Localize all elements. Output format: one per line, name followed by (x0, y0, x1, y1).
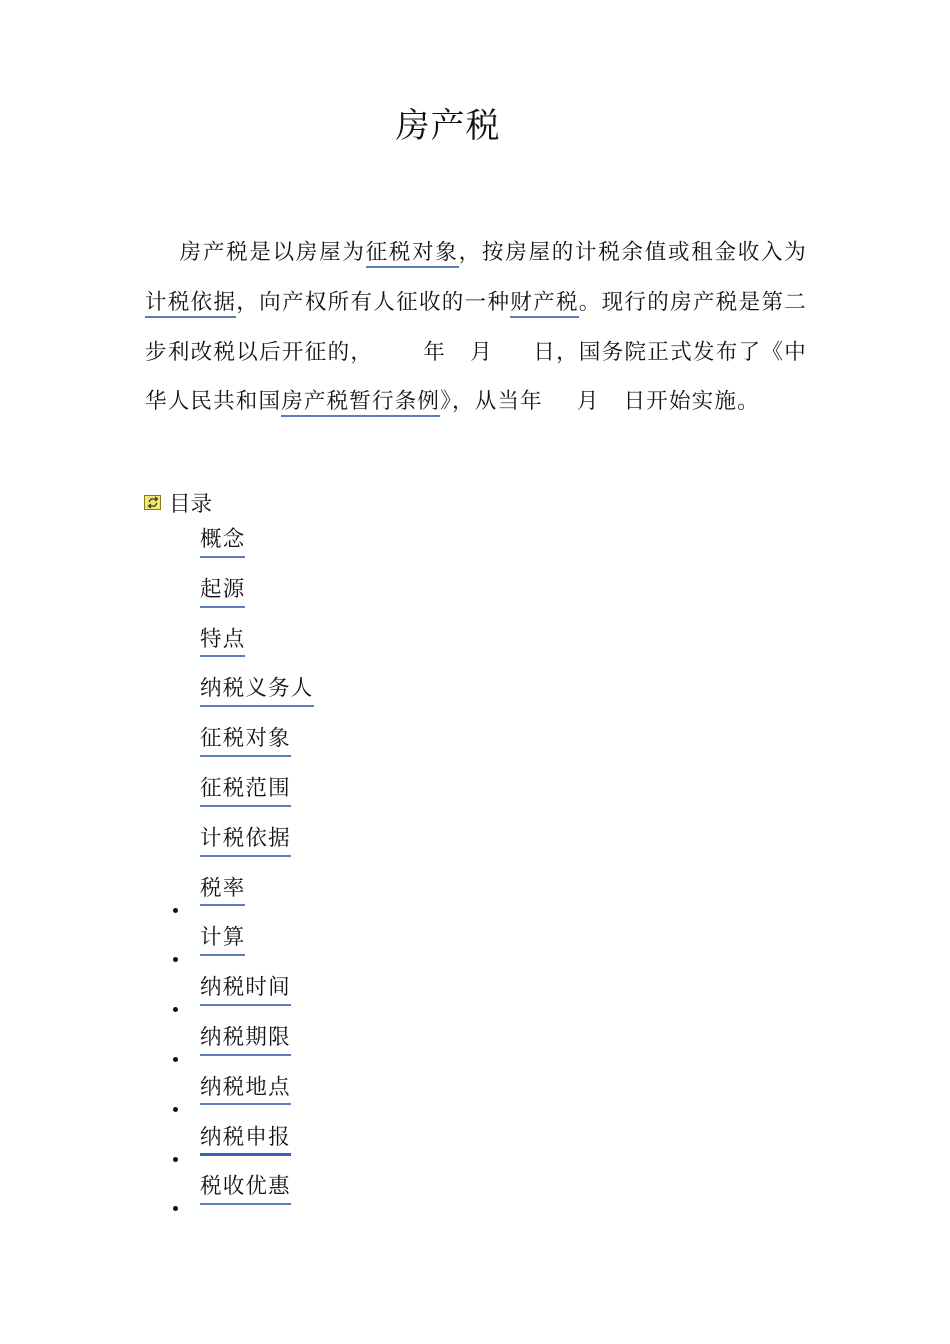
intro-text: 》，从当年 (440, 389, 543, 415)
toc-item (200, 578, 314, 628)
intro-text: 年 (423, 339, 447, 365)
toc-link-tax-incentives[interactable]: 税收优惠 (200, 1175, 291, 1205)
bullet-dot (173, 1057, 178, 1062)
toc-link-concept[interactable]: 概念 (200, 528, 245, 558)
toc-item (200, 877, 314, 927)
link-property-tax[interactable]: 财产税 (510, 290, 579, 318)
toc-title: 目录 (169, 491, 213, 517)
intro-text: 月 (470, 339, 494, 365)
toc-item (200, 677, 314, 727)
toc-link-tax-scope[interactable]: 征税范围 (200, 777, 291, 807)
toc-link-tax-time[interactable]: 纳税时间 (200, 976, 291, 1006)
toc-item (200, 1026, 314, 1076)
bullet-dot (173, 1007, 178, 1012)
toc-toggle-icon[interactable] (144, 495, 161, 510)
toc-link-calculation[interactable]: 计算 (200, 926, 245, 956)
toc-item (200, 628, 314, 678)
toc-link-tax-place[interactable]: 纳税地点 (200, 1076, 291, 1106)
toc-item (200, 1175, 314, 1225)
toc-link-features[interactable]: 特点 (200, 628, 245, 658)
toc-link-tax-rate[interactable]: 税率 (200, 877, 245, 907)
toc-list (200, 528, 314, 1225)
toc-item (200, 528, 314, 578)
intro-text: 日开始实施。 (623, 389, 760, 415)
link-regulation[interactable]: 房产税暂行条例 (281, 389, 440, 417)
toc-item (200, 976, 314, 1026)
toc-header (144, 480, 212, 524)
bullet-dot (173, 1107, 178, 1112)
toc-link-tax-basis[interactable]: 计税依据 (200, 827, 291, 857)
toc-item (200, 727, 314, 777)
toc-link-tax-filing[interactable]: 纳税申报 (200, 1126, 291, 1157)
link-tax-basis[interactable]: 计税依据 (145, 290, 236, 318)
toc-item (200, 1126, 314, 1176)
toc-item (200, 777, 314, 827)
toc-link-tax-object[interactable]: 征税对象 (200, 727, 291, 757)
toc-link-origin[interactable]: 起源 (200, 578, 245, 608)
intro-text: 日，国务院正式发布了《中华人民共和国 (145, 339, 808, 415)
bullet-dot (173, 1157, 178, 1162)
toc-item (200, 1076, 314, 1126)
toc-item (200, 926, 314, 976)
intro-text: 月 (576, 389, 600, 415)
link-tax-object[interactable]: 征税对象 (366, 240, 459, 268)
bullet-dot (173, 908, 178, 913)
toc-link-tax-period[interactable]: 纳税期限 (200, 1026, 291, 1056)
intro-text: ，向产权所有人征收的一种 (236, 289, 511, 315)
bullet-dot (173, 957, 178, 962)
bullet-dot (173, 1206, 178, 1211)
intro-text: ，按房屋的计税余值或租金收入为 (458, 240, 807, 265)
intro-text: 房产税是以房屋为 (179, 240, 366, 265)
toc-item (200, 827, 314, 877)
toc-link-taxpayer[interactable]: 纳税义务人 (200, 677, 314, 707)
page-title: 房产税 (395, 106, 501, 146)
intro-paragraph (145, 228, 807, 427)
intro-text: 。现行的房产税是第二步利改税以后开征的， (145, 289, 807, 365)
